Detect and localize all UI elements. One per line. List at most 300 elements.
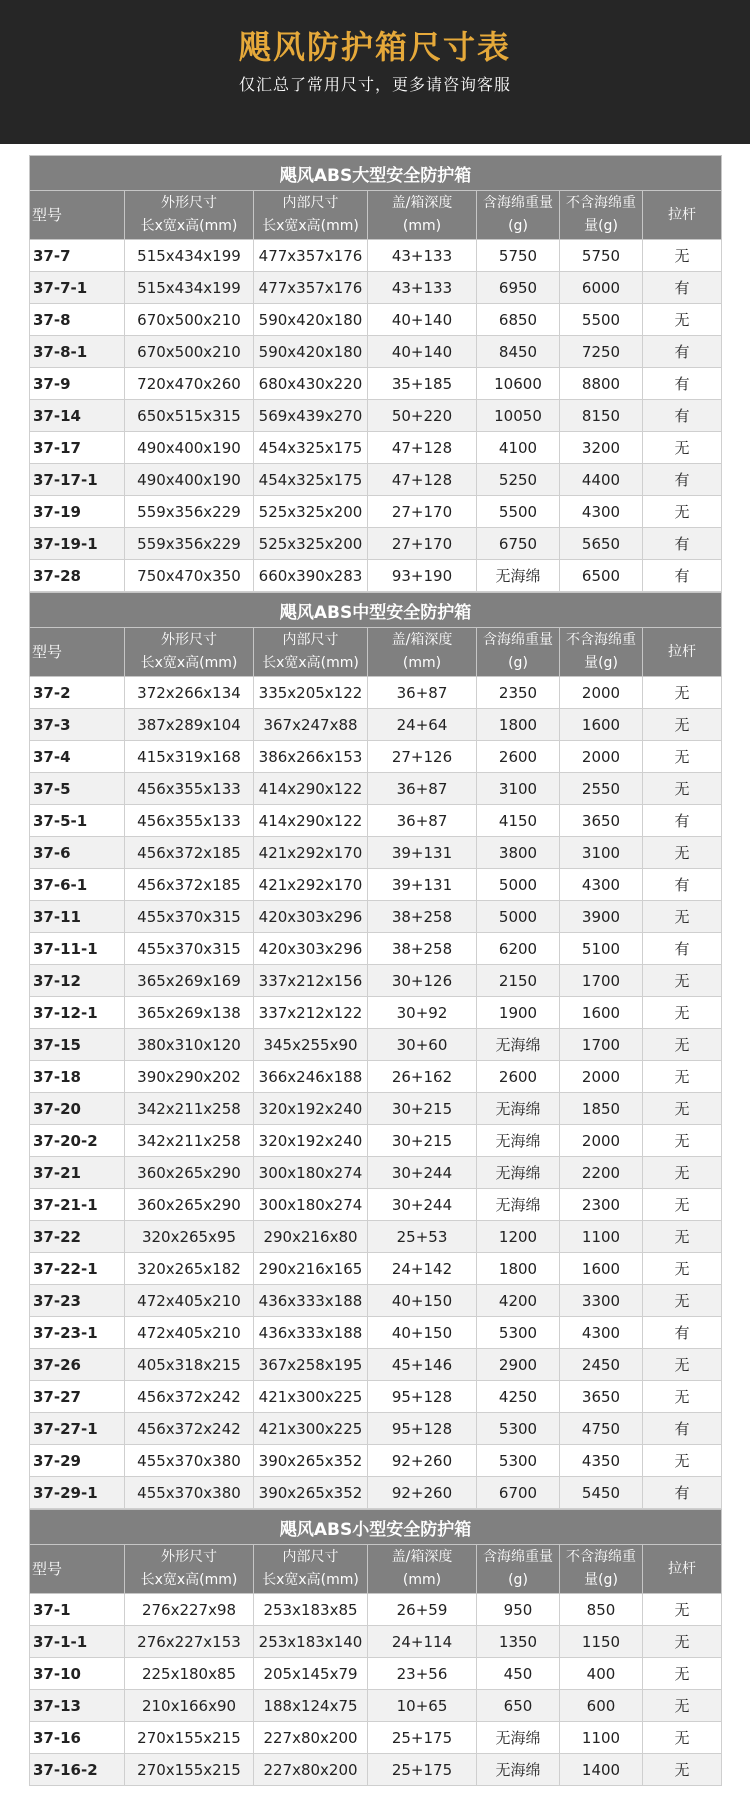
depth-cell: 50+220	[368, 400, 477, 432]
outer-size-cell: 455x370x315	[125, 901, 254, 933]
weight-no-foam-cell: 4300	[560, 1317, 643, 1349]
weight-no-foam-cell: 1400	[560, 1754, 643, 1786]
handle-cell: 无	[643, 1690, 722, 1722]
handle-cell: 无	[643, 1253, 722, 1285]
weight-with-foam-cell: 无海绵	[477, 560, 560, 592]
handle-cell: 无	[643, 1029, 722, 1061]
depth-cell: 30+92	[368, 997, 477, 1029]
table-row	[30, 1594, 722, 1626]
header-text: 型号	[32, 205, 63, 224]
handle-cell: 无	[643, 837, 722, 869]
page-subtitle: 仅汇总了常用尺寸，更多请咨询客服	[238, 75, 511, 94]
outer-size-cell: 387x289x104	[125, 709, 254, 741]
weight-with-foam-cell: 5250	[477, 464, 560, 496]
table-row	[30, 240, 722, 272]
col-header-weight-with-foam	[477, 628, 560, 677]
table-row	[30, 1690, 722, 1722]
depth-cell: 43+133	[368, 272, 477, 304]
outer-size-cell: 320x265x95	[125, 1221, 254, 1253]
depth-cell: 26+162	[368, 1061, 477, 1093]
weight-with-foam-cell: 3800	[477, 837, 560, 869]
table-row	[30, 677, 722, 709]
weight-with-foam-cell: 1900	[477, 997, 560, 1029]
table-row	[30, 1221, 722, 1253]
inner-size-cell: 421x300x225	[254, 1381, 368, 1413]
depth-cell: 30+244	[368, 1157, 477, 1189]
table-row	[30, 805, 722, 837]
weight-no-foam-cell: 3300	[560, 1285, 643, 1317]
inner-size-cell: 345x255x90	[254, 1029, 368, 1061]
header-text: 长x宽x高(mm)	[140, 218, 238, 234]
col-header-model	[30, 1545, 125, 1594]
weight-with-foam-cell: 无海绵	[477, 1157, 560, 1189]
weight-with-foam-cell: 6750	[477, 528, 560, 560]
section-title: 飓风ABS小型安全防护箱	[30, 1510, 722, 1545]
inner-size-cell: 454x325x175	[254, 464, 368, 496]
table-row	[30, 1125, 722, 1157]
weight-with-foam-cell: 无海绵	[477, 1722, 560, 1754]
model-cell: 37-23-1	[30, 1317, 125, 1349]
handle-cell: 有	[643, 272, 722, 304]
inner-size-cell: 421x292x170	[254, 869, 368, 901]
header-text: (g)	[508, 1572, 528, 1588]
header-text: 长x宽x高(mm)	[140, 655, 238, 671]
inner-size-cell: 300x180x274	[254, 1157, 368, 1189]
model-cell: 37-20	[30, 1093, 125, 1125]
outer-size-cell: 380x310x120	[125, 1029, 254, 1061]
outer-size-cell: 515x434x199	[125, 272, 254, 304]
inner-size-cell: 337x212x156	[254, 965, 368, 997]
weight-no-foam-cell: 4350	[560, 1445, 643, 1477]
model-cell: 37-19-1	[30, 528, 125, 560]
handle-cell: 无	[643, 997, 722, 1029]
inner-size-cell: 386x266x153	[254, 741, 368, 773]
outer-size-cell: 365x269x169	[125, 965, 254, 997]
handle-cell: 有	[643, 464, 722, 496]
table-row	[30, 1093, 722, 1125]
model-cell: 37-5	[30, 773, 125, 805]
weight-no-foam-cell: 1600	[560, 997, 643, 1029]
header-text: 内部尺寸	[282, 1549, 339, 1565]
model-cell: 37-28	[30, 560, 125, 592]
table-row	[30, 741, 722, 773]
handle-cell: 有	[643, 528, 722, 560]
weight-with-foam-cell: 4150	[477, 805, 560, 837]
depth-cell: 30+244	[368, 1189, 477, 1221]
outer-size-cell: 650x515x315	[125, 400, 254, 432]
header-text: 长x宽x高(mm)	[262, 218, 359, 234]
table-row	[30, 368, 722, 400]
model-cell: 37-13	[30, 1690, 125, 1722]
outer-size-cell: 415x319x168	[125, 741, 254, 773]
handle-cell: 无	[643, 240, 722, 272]
table-row	[30, 933, 722, 965]
header-text: (mm)	[402, 1572, 442, 1588]
table-row	[30, 709, 722, 741]
handle-cell: 有	[643, 1413, 722, 1445]
weight-with-foam-cell: 2350	[477, 677, 560, 709]
col-header-depth	[368, 628, 477, 677]
table-row	[30, 869, 722, 901]
depth-cell: 25+175	[368, 1722, 477, 1754]
size-table-small	[29, 1509, 722, 1786]
table-row	[30, 1253, 722, 1285]
depth-cell: 43+133	[368, 240, 477, 272]
model-cell: 37-9	[30, 368, 125, 400]
col-header-model	[30, 191, 125, 240]
header-text: 外形尺寸	[161, 1549, 217, 1565]
depth-cell: 30+60	[368, 1029, 477, 1061]
handle-cell: 无	[643, 965, 722, 997]
depth-cell: 26+59	[368, 1594, 477, 1626]
depth-cell: 95+128	[368, 1381, 477, 1413]
weight-no-foam-cell: 1150	[560, 1626, 643, 1658]
outer-size-cell: 455x370x380	[125, 1445, 254, 1477]
handle-cell: 无	[643, 1594, 722, 1626]
header-text: 长x宽x高(mm)	[262, 655, 359, 671]
table-row	[30, 1445, 722, 1477]
outer-size-cell: 360x265x290	[125, 1157, 254, 1189]
header-text: 不含海绵重	[566, 632, 636, 648]
header-text: 盖/箱深度	[391, 195, 453, 211]
inner-size-cell: 227x80x200	[254, 1722, 368, 1754]
outer-size-cell: 456x372x242	[125, 1381, 254, 1413]
header-text: 含海绵重量	[483, 1549, 553, 1565]
handle-cell: 无	[643, 1722, 722, 1754]
table-row	[30, 528, 722, 560]
inner-size-cell: 590x420x180	[254, 304, 368, 336]
outer-size-cell: 490x400x190	[125, 464, 254, 496]
inner-size-cell: 420x303x296	[254, 933, 368, 965]
weight-no-foam-cell: 3100	[560, 837, 643, 869]
weight-no-foam-cell: 1100	[560, 1722, 643, 1754]
depth-cell: 30+215	[368, 1093, 477, 1125]
inner-size-cell: 320x192x240	[254, 1093, 368, 1125]
weight-with-foam-cell: 1350	[477, 1626, 560, 1658]
weight-no-foam-cell: 1700	[560, 965, 643, 997]
table-row	[30, 901, 722, 933]
depth-cell: 39+131	[368, 837, 477, 869]
model-cell: 37-16	[30, 1722, 125, 1754]
inner-size-cell: 367x247x88	[254, 709, 368, 741]
weight-with-foam-cell: 6200	[477, 933, 560, 965]
header-text: 外形尺寸	[161, 632, 217, 648]
depth-cell: 39+131	[368, 869, 477, 901]
weight-no-foam-cell: 6500	[560, 560, 643, 592]
table-row	[30, 272, 722, 304]
header-text: 含海绵重量	[483, 632, 553, 648]
depth-cell: 40+150	[368, 1317, 477, 1349]
depth-cell: 30+215	[368, 1125, 477, 1157]
weight-no-foam-cell: 2000	[560, 741, 643, 773]
model-cell: 37-12	[30, 965, 125, 997]
model-cell: 37-18	[30, 1061, 125, 1093]
col-header-handle	[643, 628, 722, 677]
inner-size-cell: 436x333x188	[254, 1285, 368, 1317]
header-text: (mm)	[402, 655, 442, 671]
weight-no-foam-cell: 4300	[560, 869, 643, 901]
weight-no-foam-cell: 850	[560, 1594, 643, 1626]
col-header-weight-no-foam	[560, 628, 643, 677]
header-text: 拉杆	[668, 1560, 697, 1577]
size-table-medium	[29, 592, 722, 1509]
table-row	[30, 336, 722, 368]
weight-no-foam-cell: 6000	[560, 272, 643, 304]
depth-cell: 47+128	[368, 432, 477, 464]
header-text: 盖/箱深度	[391, 632, 453, 648]
col-header-depth	[368, 1545, 477, 1594]
model-cell: 37-22	[30, 1221, 125, 1253]
weight-no-foam-cell: 2000	[560, 1061, 643, 1093]
table-row	[30, 304, 722, 336]
table-row	[30, 1413, 722, 1445]
model-cell: 37-1-1	[30, 1626, 125, 1658]
handle-cell: 有	[643, 869, 722, 901]
header-text: 量(g)	[584, 1572, 618, 1588]
weight-with-foam-cell: 5750	[477, 240, 560, 272]
weight-with-foam-cell: 5300	[477, 1317, 560, 1349]
model-cell: 37-5-1	[30, 805, 125, 837]
depth-cell: 40+140	[368, 336, 477, 368]
handle-cell: 无	[643, 1626, 722, 1658]
weight-with-foam-cell: 4250	[477, 1381, 560, 1413]
col-header-model	[30, 628, 125, 677]
depth-cell: 30+126	[368, 965, 477, 997]
weight-no-foam-cell: 1700	[560, 1029, 643, 1061]
inner-size-cell: 390x265x352	[254, 1445, 368, 1477]
table-row	[30, 1285, 722, 1317]
model-cell: 37-11-1	[30, 933, 125, 965]
inner-size-cell: 414x290x122	[254, 805, 368, 837]
depth-cell: 47+128	[368, 464, 477, 496]
handle-cell: 无	[643, 1221, 722, 1253]
weight-with-foam-cell: 2600	[477, 1061, 560, 1093]
handle-cell: 无	[643, 304, 722, 336]
inner-size-cell: 569x439x270	[254, 400, 368, 432]
weight-with-foam-cell: 1200	[477, 1221, 560, 1253]
outer-size-cell: 559x356x229	[125, 528, 254, 560]
weight-no-foam-cell: 2550	[560, 773, 643, 805]
col-header-weight-with-foam	[477, 1545, 560, 1594]
weight-no-foam-cell: 1600	[560, 1253, 643, 1285]
model-cell: 37-29	[30, 1445, 125, 1477]
outer-size-cell: 472x405x210	[125, 1285, 254, 1317]
model-cell: 37-27	[30, 1381, 125, 1413]
col-header-weight-no-foam	[560, 191, 643, 240]
weight-no-foam-cell: 1600	[560, 709, 643, 741]
inner-size-cell: 300x180x274	[254, 1189, 368, 1221]
inner-size-cell: 290x216x80	[254, 1221, 368, 1253]
weight-no-foam-cell: 1850	[560, 1093, 643, 1125]
inner-size-cell: 660x390x283	[254, 560, 368, 592]
outer-size-cell: 225x180x85	[125, 1658, 254, 1690]
handle-cell: 无	[643, 741, 722, 773]
outer-size-cell: 559x356x229	[125, 496, 254, 528]
header-text: 拉杆	[668, 643, 697, 660]
header-text: 外形尺寸	[161, 195, 217, 211]
handle-cell: 无	[643, 1754, 722, 1786]
header-text: 型号	[32, 642, 63, 661]
outer-size-cell: 342x211x258	[125, 1093, 254, 1125]
col-header-inner-size	[254, 628, 368, 677]
table-row	[30, 1477, 722, 1509]
model-cell: 37-15	[30, 1029, 125, 1061]
outer-size-cell: 670x500x210	[125, 336, 254, 368]
outer-size-cell: 455x370x315	[125, 933, 254, 965]
weight-with-foam-cell: 3100	[477, 773, 560, 805]
table-row	[30, 1349, 722, 1381]
handle-cell: 无	[643, 1157, 722, 1189]
weight-with-foam-cell: 4100	[477, 432, 560, 464]
header-text: 量(g)	[584, 218, 618, 234]
depth-cell: 24+64	[368, 709, 477, 741]
model-cell: 37-21-1	[30, 1189, 125, 1221]
handle-cell: 有	[643, 368, 722, 400]
inner-size-cell: 253x183x140	[254, 1626, 368, 1658]
table-row	[30, 1754, 722, 1786]
weight-with-foam-cell: 1800	[477, 709, 560, 741]
weight-with-foam-cell: 无海绵	[477, 1754, 560, 1786]
weight-with-foam-cell: 650	[477, 1690, 560, 1722]
header-text: 长x宽x高(mm)	[140, 1572, 238, 1588]
depth-cell: 24+142	[368, 1253, 477, 1285]
handle-cell: 无	[643, 677, 722, 709]
model-cell: 37-7-1	[30, 272, 125, 304]
model-cell: 37-6-1	[30, 869, 125, 901]
weight-no-foam-cell: 2450	[560, 1349, 643, 1381]
weight-no-foam-cell: 5500	[560, 304, 643, 336]
model-cell: 37-19	[30, 496, 125, 528]
depth-cell: 23+56	[368, 1658, 477, 1690]
weight-no-foam-cell: 1100	[560, 1221, 643, 1253]
weight-no-foam-cell: 8800	[560, 368, 643, 400]
inner-size-cell: 590x420x180	[254, 336, 368, 368]
model-cell: 37-10	[30, 1658, 125, 1690]
depth-cell: 36+87	[368, 773, 477, 805]
inner-size-cell: 421x300x225	[254, 1413, 368, 1445]
model-cell: 37-21	[30, 1157, 125, 1189]
model-cell: 37-26	[30, 1349, 125, 1381]
weight-with-foam-cell: 5500	[477, 496, 560, 528]
outer-size-cell: 456x355x133	[125, 773, 254, 805]
depth-cell: 38+258	[368, 901, 477, 933]
handle-cell: 有	[643, 336, 722, 368]
weight-with-foam-cell: 无海绵	[477, 1189, 560, 1221]
inner-size-cell: 367x258x195	[254, 1349, 368, 1381]
table-row	[30, 464, 722, 496]
weight-with-foam-cell: 5300	[477, 1413, 560, 1445]
table-row	[30, 837, 722, 869]
weight-no-foam-cell: 5450	[560, 1477, 643, 1509]
col-header-outer-size	[125, 628, 254, 677]
header-text: 内部尺寸	[282, 632, 339, 648]
weight-no-foam-cell: 4400	[560, 464, 643, 496]
section-title: 飓风ABS大型安全防护箱	[30, 156, 722, 191]
header-text: 含海绵重量	[483, 195, 553, 211]
outer-size-cell: 276x227x153	[125, 1626, 254, 1658]
table-row	[30, 1626, 722, 1658]
col-header-outer-size	[125, 1545, 254, 1594]
weight-with-foam-cell: 2600	[477, 741, 560, 773]
depth-cell: 92+260	[368, 1477, 477, 1509]
outer-size-cell: 456x355x133	[125, 805, 254, 837]
inner-size-cell: 320x192x240	[254, 1125, 368, 1157]
weight-with-foam-cell: 5000	[477, 869, 560, 901]
weight-no-foam-cell: 3200	[560, 432, 643, 464]
inner-size-cell: 227x80x200	[254, 1754, 368, 1786]
outer-size-cell: 670x500x210	[125, 304, 254, 336]
outer-size-cell: 390x290x202	[125, 1061, 254, 1093]
handle-cell: 无	[643, 773, 722, 805]
model-cell: 37-17	[30, 432, 125, 464]
inner-size-cell: 525x325x200	[254, 496, 368, 528]
handle-cell: 无	[643, 1189, 722, 1221]
table-row	[30, 1157, 722, 1189]
weight-no-foam-cell: 2300	[560, 1189, 643, 1221]
inner-size-cell: 420x303x296	[254, 901, 368, 933]
inner-size-cell: 414x290x122	[254, 773, 368, 805]
weight-with-foam-cell: 10600	[477, 368, 560, 400]
weight-with-foam-cell: 8450	[477, 336, 560, 368]
model-cell: 37-16-2	[30, 1754, 125, 1786]
header-text: (g)	[508, 218, 528, 234]
handle-cell: 无	[643, 901, 722, 933]
table-row	[30, 496, 722, 528]
weight-no-foam-cell: 5650	[560, 528, 643, 560]
table-row	[30, 1658, 722, 1690]
depth-cell: 27+170	[368, 496, 477, 528]
inner-size-cell: 477x357x176	[254, 272, 368, 304]
col-header-handle	[643, 191, 722, 240]
model-cell: 37-20-2	[30, 1125, 125, 1157]
handle-cell: 无	[643, 1061, 722, 1093]
inner-size-cell: 188x124x75	[254, 1690, 368, 1722]
inner-size-cell: 477x357x176	[254, 240, 368, 272]
handle-cell: 无	[643, 1658, 722, 1690]
header-text: 长x宽x高(mm)	[262, 1572, 359, 1588]
weight-no-foam-cell: 4750	[560, 1413, 643, 1445]
outer-size-cell: 472x405x210	[125, 1317, 254, 1349]
depth-cell: 36+87	[368, 677, 477, 709]
handle-cell: 无	[643, 1445, 722, 1477]
model-cell: 37-23	[30, 1285, 125, 1317]
handle-cell: 无	[643, 1285, 722, 1317]
header-text: 盖/箱深度	[391, 1549, 453, 1565]
weight-no-foam-cell: 2000	[560, 677, 643, 709]
depth-cell: 27+170	[368, 528, 477, 560]
outer-size-cell: 750x470x350	[125, 560, 254, 592]
weight-with-foam-cell: 2900	[477, 1349, 560, 1381]
handle-cell: 无	[643, 1125, 722, 1157]
handle-cell: 有	[643, 805, 722, 837]
weight-no-foam-cell: 5100	[560, 933, 643, 965]
inner-size-cell: 253x183x85	[254, 1594, 368, 1626]
handle-cell: 有	[643, 400, 722, 432]
handle-cell: 无	[643, 709, 722, 741]
col-header-depth	[368, 191, 477, 240]
table-row	[30, 1317, 722, 1349]
table-row	[30, 1029, 722, 1061]
inner-size-cell: 421x292x170	[254, 837, 368, 869]
depth-cell: 25+175	[368, 1754, 477, 1786]
col-header-inner-size	[254, 1545, 368, 1594]
outer-size-cell: 276x227x98	[125, 1594, 254, 1626]
weight-no-foam-cell: 3650	[560, 805, 643, 837]
outer-size-cell: 456x372x242	[125, 1413, 254, 1445]
model-cell: 37-3	[30, 709, 125, 741]
weight-with-foam-cell: 6700	[477, 1477, 560, 1509]
weight-no-foam-cell: 2200	[560, 1157, 643, 1189]
